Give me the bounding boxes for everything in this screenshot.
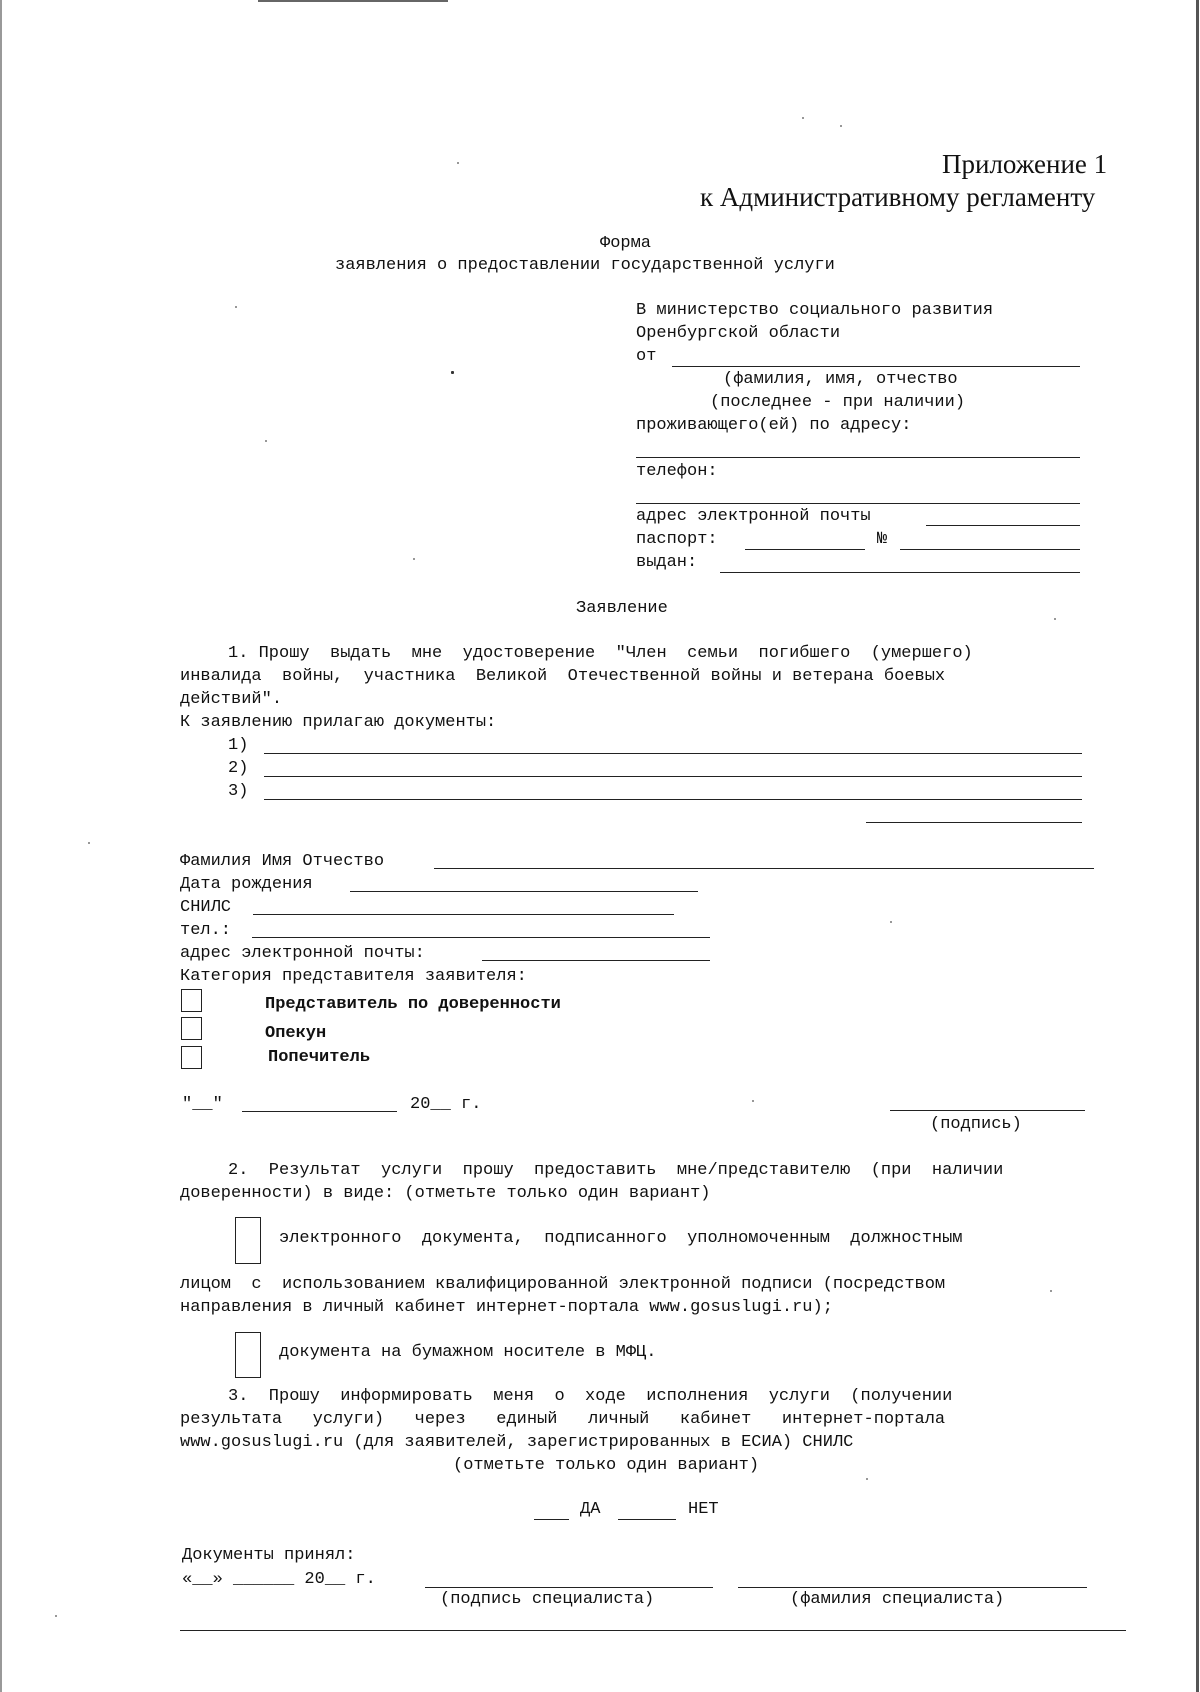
fio-hint-1: (фамилия, имя, отчество [723, 370, 958, 389]
inform-paragraph-line-3: www.gosuslugi.ru (для заявителей, зарегистрированных в ЕСИА) СНИЛС [180, 1433, 854, 1452]
passport-label: паспорт: [636, 530, 718, 549]
passport-series-field[interactable] [745, 549, 865, 550]
option-trustee-label: Попечитель [268, 1048, 371, 1067]
option-electronic-line-2: лицом с использованием квалифицированной электронной подписи (посредством [180, 1275, 946, 1294]
accepted-date[interactable]: «__» ______ 20__ г. [182, 1570, 376, 1589]
email-field[interactable] [926, 525, 1080, 526]
signature-hint: (подпись) [930, 1115, 1022, 1134]
result-paragraph-line-2: доверенности) в виде: (отметьте только один вариант) [180, 1184, 711, 1203]
scan-speck [235, 306, 237, 308]
regulation-subtitle: к Административному регламенту [700, 182, 1096, 212]
passport-number-sign: № [877, 530, 888, 549]
bottom-divider [180, 1630, 1126, 1631]
rep-category-label: Категория представителя заявителя: [180, 967, 527, 986]
document-extra-field[interactable] [866, 822, 1082, 823]
date-year[interactable]: 20__ г. [410, 1095, 482, 1114]
inform-paragraph-line-1: 3. Прошу информировать меня о ходе исполнения услуги (получении [228, 1387, 953, 1406]
checkbox-paper-document[interactable] [235, 1332, 261, 1378]
document-1-field[interactable] [264, 753, 1082, 754]
issued-field[interactable] [720, 572, 1080, 573]
document-3-label: 3) [228, 782, 249, 801]
passport-number-field[interactable] [900, 549, 1080, 550]
document-2-field[interactable] [264, 776, 1082, 777]
rep-snils-label: СНИЛС [180, 898, 232, 917]
fio-hint-2: (последнее - при наличии) [710, 393, 966, 412]
scan-speck [265, 440, 267, 442]
scan-speck [451, 371, 454, 374]
appendix-title: Приложение 1 [942, 149, 1108, 179]
no-field[interactable] [618, 1519, 676, 1520]
documents-intro: К заявлению прилагаю документы: [180, 713, 497, 732]
address-field[interactable] [636, 457, 1080, 458]
rep-fio-field[interactable] [434, 868, 1094, 869]
issued-label: выдан: [636, 553, 698, 572]
option-guardian-label: Опекун [265, 1024, 327, 1043]
option-electronic-line-1: электронного документа, подписанного уполномоченным должностным [279, 1229, 963, 1248]
checkbox-electronic-document[interactable] [235, 1217, 261, 1264]
scan-speck [752, 1100, 754, 1102]
scan-speck [55, 1615, 57, 1617]
option-proxy-label: Представитель по доверенности [265, 995, 561, 1014]
rep-email-field[interactable] [482, 960, 710, 961]
from-field[interactable] [672, 366, 1080, 367]
option-electronic-line-3: направления в личный кабинет интернет-портала www.gosuslugi.ru); [180, 1298, 833, 1317]
specialist-name-hint: (фамилия специалиста) [790, 1590, 1005, 1609]
result-paragraph-line-1: 2. Результат услуги прошу предоставить мне/представителю (при наличии [228, 1161, 1004, 1180]
scan-speck [866, 1478, 868, 1480]
specialist-name-field[interactable] [738, 1587, 1087, 1588]
request-paragraph-line-2: инвалида войны, участника Великой Отечественной войны и ветерана боевых [180, 667, 946, 686]
scan-edge-right [1196, 0, 1199, 1692]
document-2-label: 2) [228, 759, 249, 778]
scan-speck [802, 117, 804, 119]
phone-field[interactable] [636, 503, 1080, 504]
document-1-label: 1) [228, 736, 249, 755]
specialist-signature-hint: (подпись специалиста) [440, 1590, 655, 1609]
statement-title: Заявление [576, 599, 668, 618]
rep-birth-field[interactable] [350, 891, 698, 892]
email-label: адрес электронной почты [636, 507, 871, 526]
rep-fio-label: Фамилия Имя Отчество [180, 852, 385, 871]
checkbox-guardian[interactable] [181, 1017, 202, 1040]
rep-tel-label: тел.: [180, 921, 232, 940]
phone-label: телефон: [636, 462, 718, 481]
request-paragraph-line-1: 1. Прошу выдать мне удостоверение "Член семьи погибшего (умершего) [228, 644, 973, 663]
inform-paragraph-line-4: (отметьте только один вариант) [453, 1456, 760, 1475]
checkbox-trustee[interactable] [181, 1046, 202, 1069]
form-title: заявления о предоставлении государственной услуги [335, 256, 835, 275]
ministry-line-1: В министерство социального развития [636, 301, 994, 320]
option-paper-label: документа на бумажном носителе в МФЦ. [279, 1343, 657, 1362]
form-label: Форма [600, 234, 652, 253]
rep-birth-label: Дата рождения [180, 875, 313, 894]
scan-speck [457, 162, 459, 164]
scan-top-mark [258, 0, 448, 2]
from-label: от [636, 347, 657, 366]
yes-field[interactable] [534, 1519, 569, 1520]
scan-speck [890, 921, 892, 923]
scan-speck [1050, 1290, 1052, 1292]
no-label: НЕТ [688, 1500, 719, 1519]
address-label: проживающего(ей) по адресу: [636, 416, 912, 435]
rep-snils-field[interactable] [253, 914, 674, 915]
document-3-field[interactable] [264, 799, 1082, 800]
date-month-field[interactable] [242, 1111, 397, 1112]
date-day[interactable]: "__" [182, 1095, 223, 1114]
request-paragraph-line-3: действий". [180, 690, 283, 709]
inform-paragraph-line-2: результата услуги) через единый личный кабинет интернет-портала [180, 1410, 946, 1429]
ministry-line-2: Оренбургской области [636, 324, 841, 343]
rep-tel-field[interactable] [252, 937, 710, 938]
scan-speck [1054, 618, 1056, 620]
scan-edge-left [0, 0, 2, 1692]
scan-speck [88, 842, 90, 844]
scan-speck [840, 125, 842, 127]
specialist-signature-field[interactable] [425, 1587, 713, 1588]
scan-speck [413, 558, 415, 560]
signature-field[interactable] [890, 1110, 1085, 1111]
checkbox-proxy[interactable] [181, 989, 202, 1012]
accepted-label: Документы принял: [182, 1546, 356, 1565]
yes-label: ДА [580, 1500, 601, 1519]
rep-email-label: адрес электронной почты: [180, 944, 425, 963]
